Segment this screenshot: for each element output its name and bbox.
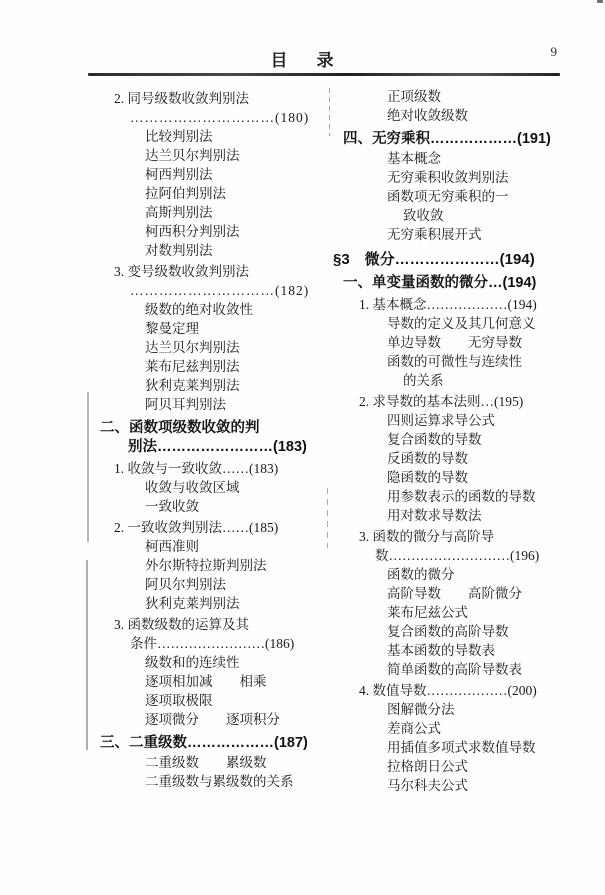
toc-line: 无穷乘积收敛判别法: [387, 170, 509, 185]
toc-line: 柯西积分判别法: [145, 224, 240, 239]
toc-line: 函数项无穷乘积的一: [387, 189, 509, 204]
toc-line: 简单函数的高阶导数表: [387, 662, 522, 677]
toc-line: 二、函数项级数收敛的判: [100, 420, 260, 436]
toc-line: 3. 函数的微分与高阶导: [359, 529, 494, 544]
toc-line: 致收敛: [403, 208, 444, 223]
toc-line: 级数和的连续性: [145, 655, 240, 670]
toc-line: 函数的微分: [387, 567, 455, 582]
toc-line: 二重级数 累级数: [145, 755, 267, 770]
toc-line: 用插值多项式求数值导数: [387, 740, 536, 755]
page-number: 9: [550, 44, 557, 59]
toc-line: 比较判别法: [145, 129, 213, 144]
toc-line: 基本概念: [387, 151, 441, 166]
toc-line: 逐项微分 逐项积分: [145, 712, 280, 727]
toc-line: 拉阿伯判别法: [145, 186, 226, 201]
toc-line: 复合函数的导数: [387, 432, 482, 447]
toc-line: 马尔科夫公式: [387, 778, 468, 793]
toc-line: 高阶导数 高阶微分: [387, 586, 522, 601]
toc-line: 复合函数的高阶导数: [387, 624, 509, 639]
toc-line: 逐项相加减 相乘: [145, 674, 267, 689]
toc-line: 收敛与收敛区域: [145, 480, 240, 495]
toc-line: 柯西准则: [145, 539, 199, 554]
toc-line: 1. 收敛与一致收敛……(183): [114, 461, 279, 476]
toc-line: 狄利克莱判别法: [145, 378, 240, 393]
toc-line: 拉格朗日公式: [387, 759, 468, 774]
toc-line: 的关系: [403, 373, 444, 388]
toc-line: 正项级数: [387, 89, 441, 104]
toc-line: 达兰贝尔判别法: [145, 340, 240, 355]
scan-artifact-left-edge: [86, 560, 88, 750]
toc-line: 逐项取极限: [145, 693, 213, 708]
toc-line: 绝对收敛级数: [387, 108, 468, 123]
toc-line: 图解微分法: [387, 702, 455, 717]
scan-artifact-left-edge: [87, 392, 89, 542]
toc-left-column: [100, 87, 332, 791]
toc-line: 3. 变号级数收敛判别法: [114, 264, 249, 279]
toc-line: 用对数求导数法: [387, 508, 482, 523]
toc-line: 别法……………………(183): [128, 439, 307, 455]
toc-right-column: [333, 87, 569, 795]
toc-line: 反函数的导数: [387, 451, 468, 466]
toc-line: 莱布尼兹判别法: [145, 359, 240, 374]
toc-line: 3. 函数级数的运算及其: [114, 617, 249, 632]
toc-line: 差商公式: [387, 721, 441, 736]
scan-artifact-column-divider: [329, 88, 330, 136]
toc-line: 4. 数值导数………………(200): [359, 683, 537, 698]
toc-line: 二重级数与累级数的关系: [145, 774, 294, 789]
toc-line: 2. 求导数的基本法则…(195): [359, 394, 524, 409]
toc-line: 级数的绝对收敛性: [145, 302, 253, 317]
toc-line: 2. 同号级数收敛判别法: [114, 91, 249, 106]
toc-line: 黎曼定理: [145, 321, 199, 336]
toc-line: 隐函数的导数: [387, 470, 468, 485]
toc-line: 莱布尼兹公式: [387, 605, 468, 620]
toc-line: 达兰贝尔判别法: [145, 148, 240, 163]
toc-line: 条件……………………(186): [130, 636, 295, 651]
toc-line: 四则运算求导公式: [387, 413, 495, 428]
scan-artifact-column-divider: [327, 488, 328, 548]
scan-artifact-corner: [597, 0, 603, 3]
toc-line: 高斯判别法: [145, 205, 213, 220]
toc-line: 导数的定义及其几何意义: [387, 316, 536, 331]
toc-line: 用参数表示的函数的导数: [387, 489, 536, 504]
page-title: 目 录: [270, 51, 340, 70]
toc-line: 阿贝耳判别法: [145, 397, 226, 412]
toc-line: …………………………(180): [130, 110, 310, 125]
toc-line: 2. 一致收敛判别法……(185): [114, 520, 279, 535]
toc-line: §3 微分…………………(194): [333, 251, 535, 268]
toc-line: 对数判别法: [145, 243, 213, 258]
toc-line: 一致收敛: [145, 499, 199, 514]
header-rule: [88, 73, 560, 76]
toc-line: 基本函数的导数表: [387, 643, 495, 658]
toc-line: 阿贝尔判别法: [145, 577, 226, 592]
toc-line: 四、无穷乘积………………(191): [343, 131, 551, 147]
toc-line: 狄利克莱判别法: [145, 596, 240, 611]
toc-line: …………………………(182): [130, 283, 310, 298]
toc-line: 数………………………(196): [375, 548, 540, 563]
toc-line: 外尔斯特拉斯判别法: [145, 558, 267, 573]
toc-line: 无穷乘积展开式: [387, 227, 482, 242]
toc-line: 一、单变量函数的微分…(194): [343, 275, 537, 291]
toc-line: 三、二重级数………………(187): [100, 735, 308, 751]
toc-line: 函数的可微性与连续性: [387, 354, 522, 369]
toc-line: 1. 基本概念………………(194): [359, 297, 537, 312]
toc-line: 柯西判别法: [145, 167, 213, 182]
toc-line: 单边导数 无穷导数: [387, 335, 522, 350]
